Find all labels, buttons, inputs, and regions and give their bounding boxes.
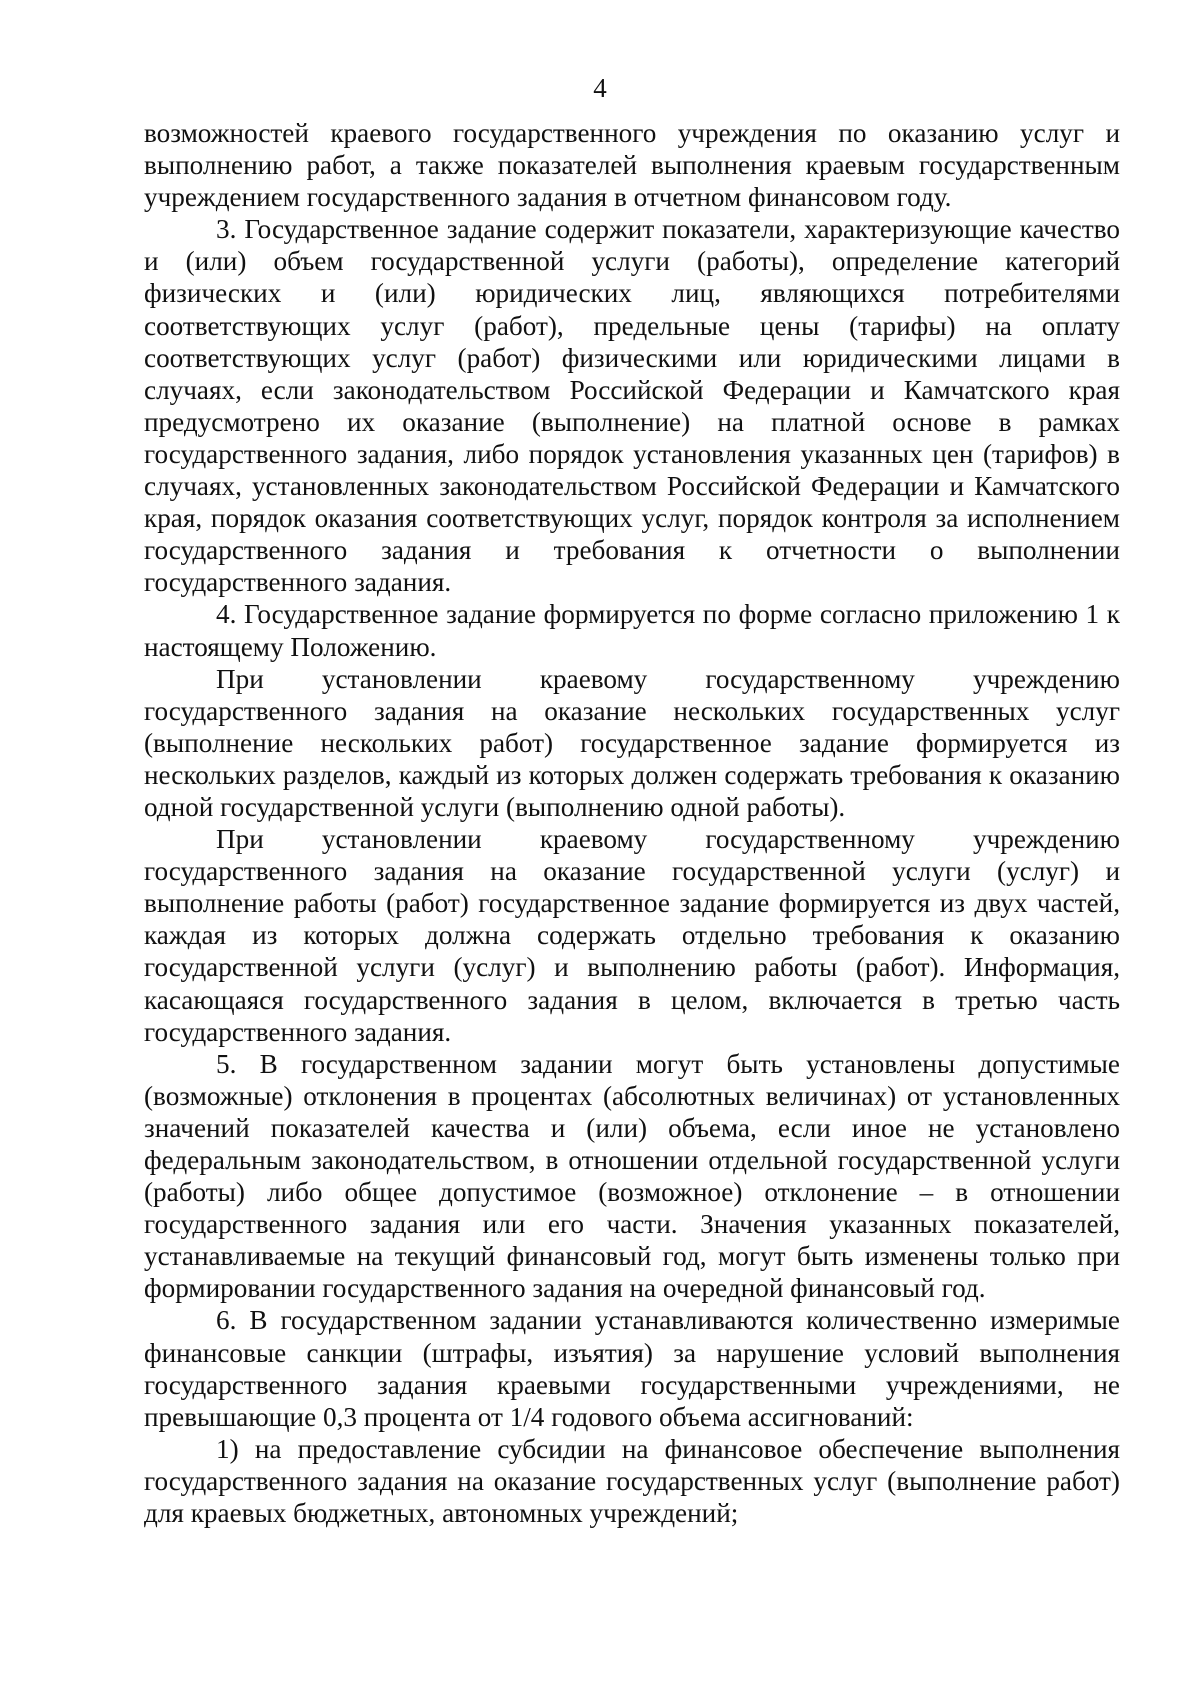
paragraph-clause-4: 4. Государственное задание формируется по форме согласно приложению 1 к настоящему Положению. <box>144 599 1120 662</box>
paragraph-clause-3: 3. Государственное задание содержит показатели, характеризующие качество и (или) объем государственной услуги (работы), определение категорий физических и (или) юридических лиц, являющихся потребителями соответствующих услуг (работ), предельные цены (тарифы) на оплату соответствующих услуг (работ) физическими или юридическими лицами в случаях, если законодательством Российской Федерации и Камчатского края предусмотрено их оказание (выполнение) на платной основе в рамках государственного задания, либо порядок установления указанных цен (тарифов) в случаях, установленных законодательством Российской Федерации и Камчатского края, порядок оказания соответствующих услуг, порядок контроля за исполнением государственного задания и требования к отчетности о выполнении государственного задания. <box>144 214 1120 598</box>
paragraph-clause-5: 5. В государственном задании могут быть установлены допустимые (возможные) отклонения в процентах (абсолютных величинах) от установленных значений показателей качества и (или) объема, если иное не установлено федеральным законодательством, в отношении отдельной государственной услуги (работы) либо общее допустимое (возможное) отклонение – в отношении государственного задания или его части. Значения указанных показателей, устанавливаемые на текущий финансовый год, могут быть изменены только при формировании государственного задания на очередной финансовый год. <box>144 1048 1120 1304</box>
paragraph-several-services: При установлении краевому государственному учреждению государственного задания на оказание нескольких государственных услуг (выполнение нескольких работ) государственное задание формируется из нескольких разделов, каждый из которых должен содержать требования к оказанию одной государственной услуги (выполнению одной работы). <box>144 663 1120 822</box>
paragraph-clause-6: 6. В государственном задании устанавливаются количественно измеримые финансовые санкции (штрафы, изъятия) за нарушение условий выполнения государственного задания краевыми государственными учреждениями, не превышающие 0,3 процента от 1/4 годового объема ассигнований: <box>144 1305 1120 1432</box>
paragraph-services-and-works: При установлении краевому государственному учреждению государственного задания на оказание государственной услуги (услуг) и выполнение работы (работ) государственное задание формируется из двух частей, каждая из которых должна содержать отдельно требования к оказанию государственной услуги (услуг) и выполнению работы (работ). Информация, касающаяся государственного задания в целом, включается в третью часть государственного задания. <box>144 824 1120 1047</box>
document-body <box>144 117 1120 1529</box>
paragraph-subclause-1: 1) на предоставление субсидии на финансовое обеспечение выполнения государственного задания на оказание государственных услуг (выполнение работ) для краевых бюджетных, автономных учреждений; <box>144 1433 1120 1529</box>
paragraph-continuation: возможностей краевого государственного учреждения по оказанию услуг и выполнению работ, а также показателей выполнения краевым государственным учреждением государственного задания в отчетном финансовом году. <box>144 118 1120 213</box>
page-number: 4 <box>593 73 607 103</box>
